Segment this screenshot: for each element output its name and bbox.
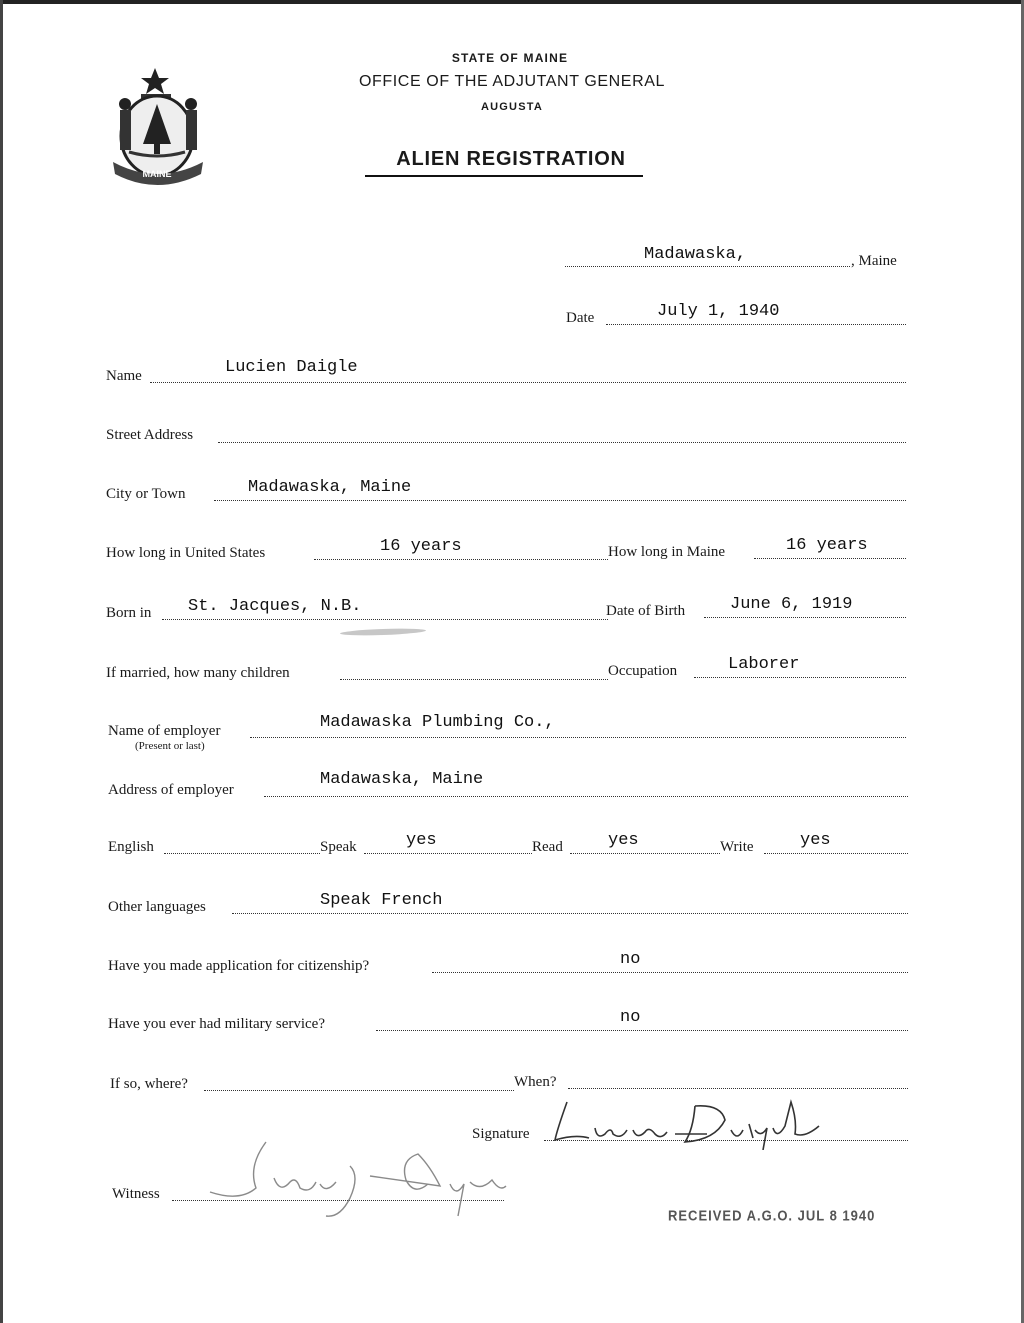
dob-value: June 6, 1919 <box>730 595 853 614</box>
children-label: If married, how many children <box>106 665 290 681</box>
write-label: Write <box>720 839 754 855</box>
seal-motto: MAINE <box>142 169 172 179</box>
ink-smudge <box>340 628 426 637</box>
signature-handwriting <box>545 1090 835 1150</box>
witness-handwriting <box>200 1136 510 1226</box>
when-line <box>568 1088 908 1089</box>
speak-value: yes <box>406 831 437 850</box>
date-value: July 1, 1940 <box>657 302 780 321</box>
citizenship-value: no <box>620 950 641 969</box>
city-label: City or Town <box>106 486 186 502</box>
city-value: Madawaska, Maine <box>248 478 412 497</box>
date-line <box>606 324 906 325</box>
title-underline <box>365 175 643 177</box>
speak-label: Speak <box>320 839 357 855</box>
read-value: yes <box>608 831 639 850</box>
street-line <box>218 442 906 443</box>
citizenship-label: Have you made application for citizenship? <box>108 958 370 974</box>
born-line <box>162 619 608 620</box>
name-line <box>150 382 906 383</box>
place-suffix: , Maine <box>851 253 897 269</box>
speak-line <box>364 853 532 854</box>
dob-line <box>704 617 906 618</box>
other-languages-label: Other languages <box>108 899 206 915</box>
when-label: When? <box>514 1074 557 1090</box>
born-value: St. Jacques, N.B. <box>188 597 362 616</box>
read-label: Read <box>532 839 563 855</box>
page-border-left <box>0 0 3 1323</box>
employer-address-value: Madawaska, Maine <box>320 770 484 789</box>
us-label: How long in United States <box>106 545 266 561</box>
where-line <box>204 1090 514 1091</box>
maine-label: How long in Maine <box>608 544 726 560</box>
occupation-line <box>694 677 906 678</box>
other-languages-value: Speak French <box>320 891 443 910</box>
received-stamp: RECEIVED A.G.O. JUL 8 1940 <box>668 1206 876 1225</box>
maine-line <box>754 558 906 559</box>
street-label: Street Address <box>106 427 194 443</box>
english-label: English <box>108 839 154 855</box>
dob-label: Date of Birth <box>606 603 686 619</box>
children-line <box>340 679 608 680</box>
occupation-label: Occupation <box>608 663 678 679</box>
english-line <box>164 853 320 854</box>
place-line <box>565 266 850 267</box>
employer-address-line <box>264 796 908 797</box>
employer-label: Name of employer <box>108 723 221 739</box>
witness-label: Witness <box>112 1186 160 1202</box>
city-line <box>214 500 906 501</box>
other-languages-line <box>232 913 908 914</box>
employer-sublabel: (Present or last) <box>135 740 205 752</box>
header-state: STATE OF MAINE <box>451 51 569 65</box>
name-value: Lucien Daigle <box>225 358 358 377</box>
date-label: Date <box>566 310 595 326</box>
page-title: ALIEN REGISTRATION <box>396 148 626 170</box>
header-office: OFFICE OF THE ADJUTANT GENERAL <box>358 73 666 90</box>
page-border-top <box>0 0 1024 4</box>
employer-address-label: Address of employer <box>108 782 234 798</box>
maine-value: 16 years <box>786 536 868 555</box>
born-label: Born in <box>106 605 152 621</box>
military-value: no <box>620 1008 641 1027</box>
occupation-value: Laborer <box>728 655 800 674</box>
employer-line <box>250 737 906 738</box>
military-label: Have you ever had military service? <box>108 1016 325 1032</box>
name-label: Name <box>106 368 142 384</box>
citizenship-line <box>432 972 908 973</box>
place-value: Madawaska, <box>644 245 747 264</box>
us-line <box>314 559 608 560</box>
write-line <box>764 853 908 854</box>
header-city: AUGUSTA <box>481 101 543 113</box>
employer-value: Madawaska Plumbing Co., <box>320 713 555 732</box>
where-label: If so, where? <box>110 1076 188 1092</box>
write-value: yes <box>800 831 831 850</box>
military-line <box>376 1030 908 1031</box>
signature-label: Signature <box>472 1126 530 1142</box>
read-line <box>570 853 720 854</box>
us-value: 16 years <box>380 537 462 556</box>
